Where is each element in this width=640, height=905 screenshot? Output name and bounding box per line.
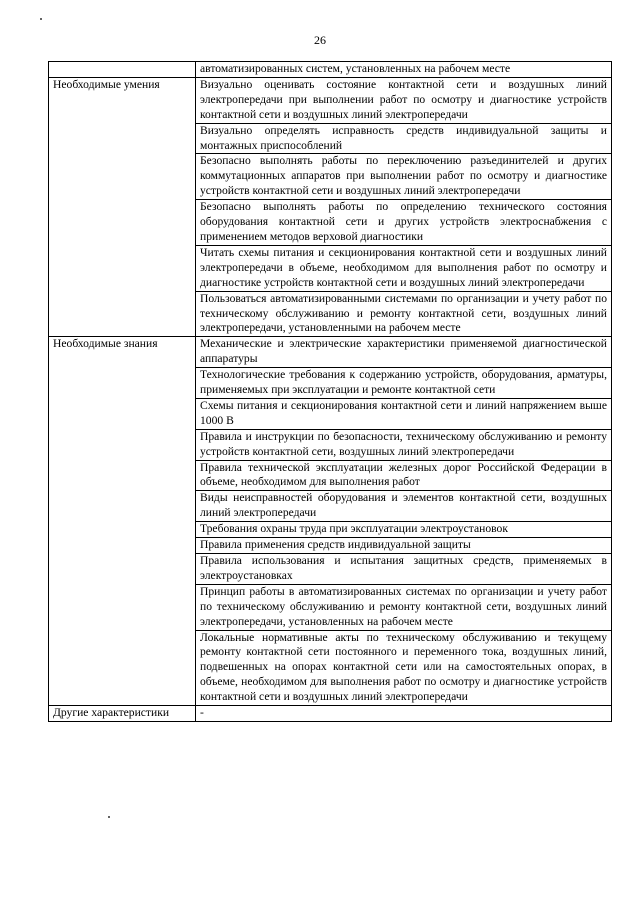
requirements-table — [48, 61, 612, 722]
section-item: Безопасно выполнять работы по определению технического состояния оборудования контактной сети и других устройств электроснабжения с применением методов верховой диагностики — [196, 200, 612, 246]
table-row — [49, 62, 612, 78]
table-row — [49, 77, 612, 123]
section-item: Правила использования и испытания защитных средств, применяемых в электроустановках — [196, 554, 612, 585]
table-row — [49, 337, 612, 368]
section-item: - — [196, 706, 612, 722]
section-item: Читать схемы питания и секционирования контактной сети и воздушных линий электропередачи в объеме, необходимом для выполнения работ по осмотру и диагностике устройств контактной сети и воздушных линий электропередачи — [196, 245, 612, 291]
table-row — [49, 706, 612, 722]
section-item: Локальные нормативные акты по техническому обслуживанию и текущему ремонту контактной сети постоянного и переменного тока, воздушных линий, подвешенных на опорах контактной сети или на самостоятельных опорах, в объеме, необходимом для выполнения работ по осмотру и диагностике устройств контактной сети и воздушных линий электропередачи — [196, 630, 612, 706]
page-number: 26 — [314, 33, 326, 47]
section-item: Пользоваться автоматизированными системами по организации и учету работ по техническому обслуживанию и ремонту контактной сети, воздушных линий электропередачи, установленными на рабочем месте — [196, 291, 612, 337]
section-item: Принцип работы в автоматизированных системах по организации и учету работ по техническому обслуживанию и ремонту контактной сети, воздушных линий электропередачи, установленных на рабочем месте — [196, 584, 612, 630]
section-item: Безопасно выполнять работы по переключению разъединителей и других коммутационных аппаратов при выполнении работ по осмотру и диагностике устройств контактной сети и воздушных линий электропередачи — [196, 154, 612, 200]
section-label: Необходимые знания — [49, 337, 196, 706]
section-item: Правила применения средств индивидуальной защиты — [196, 538, 612, 554]
section-item: автоматизированных систем, установленных на рабочем месте — [196, 62, 612, 78]
section-item: Требования охраны труда при эксплуатации электроустановок — [196, 522, 612, 538]
section-item: Технологические требования к содержанию устройств, оборудования, арматуры, применяемых при эксплуатации и ремонте контактной сети — [196, 368, 612, 399]
section-item: Схемы питания и секционирования контактной сети и линий напряжением выше 1000 В — [196, 398, 612, 429]
section-item: Визуально определять исправность средств индивидуальной защиты и монтажных приспособлений — [196, 123, 612, 154]
requirements-table-body — [49, 62, 612, 722]
section-item: Виды неисправностей оборудования и элементов контактной сети, воздушных линий электропередачи — [196, 491, 612, 522]
section-item: Правила технической эксплуатации железных дорог Российской Федерации в объеме, необходимом для выполнения работ — [196, 460, 612, 491]
section-label: Другие характеристики — [49, 706, 196, 722]
section-item: Правила и инструкции по безопасности, техническому обслуживанию и ремонту устройств контактной сети, воздушных линий электропередачи — [196, 429, 612, 460]
section-item: Механические и электрические характеристики применяемой диагностической аппаратуры — [196, 337, 612, 368]
scan-speck — [108, 816, 110, 818]
section-label: Необходимые умения — [49, 77, 196, 336]
section-item: Визуально оценивать состояние контактной сети и воздушных линий электропередачи при выполнении работ по осмотру и диагностике устройств контактной сети и воздушных линий электропередачи — [196, 77, 612, 123]
scan-speck — [40, 18, 42, 20]
section-label — [49, 62, 196, 78]
